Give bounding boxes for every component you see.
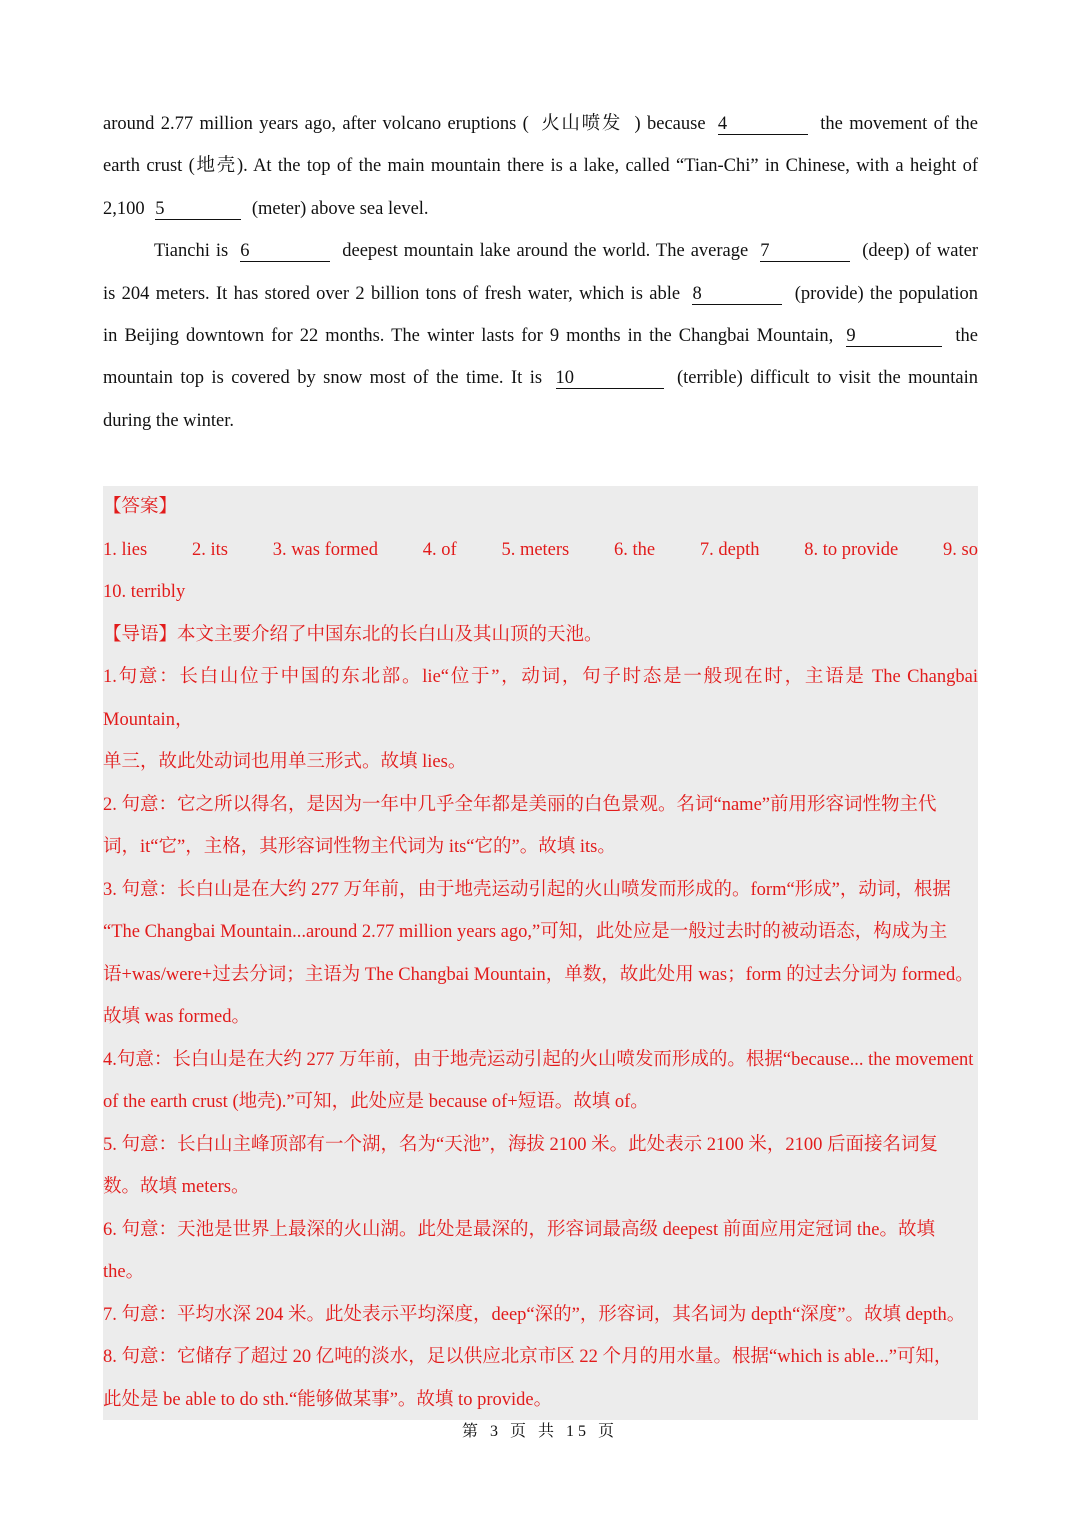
passage-line-2: earth crust (地壳). At the top of the main mountain there is a lake, called “Tian-Chi” in Chinese, with a height of [103, 156, 978, 177]
answer-item: 5. meters [501, 539, 570, 560]
explanation-line: 5. 句意：长白山主峰顶部有一个湖，名为“天池”，海拔 2100 米。此处表示 2100 米，2100 后面接名词复 [103, 1134, 939, 1155]
answer-item: 2. its [191, 539, 228, 560]
explanation-line: 单三，故此处动词也用单三形式。故填 lies。 [103, 752, 467, 772]
passage-line-3 [103, 188, 978, 230]
answer-list [103, 529, 978, 572]
passage-text: (provide) the population [794, 283, 978, 304]
blank-10[interactable]: 10 [556, 368, 664, 389]
explanation-line: 1.句意：长白山位于中国的东北部。lie“位于”，动词，句子时态是一般现在时，主语是 The Changbai Mountain， [103, 667, 978, 730]
explanation-line: “The Changbai Mountain...around 2.77 million years ago,”可知，此处应是一般过去时的被动语态，构成为主 [103, 922, 948, 942]
blank-8[interactable]: 8 [692, 284, 782, 305]
answer-item: 8. to provide [804, 539, 899, 560]
passage-text: (terrible) difficult to visit the mountain [677, 368, 978, 389]
passage-line-7 [103, 357, 978, 399]
explanation-line: 6. 句意：天池是世界上最深的火山湖。此处是最深的，形容词最高级 deepest 前面应用定冠词 the。故填 [103, 1219, 935, 1240]
explanation-line: 3. 句意：长白山是在大约 277 万年前，由于地壳运动引起的火山喷发而形成的。form“形成”，动词，根据 [103, 879, 951, 900]
passage-text: Tianchi is [154, 241, 229, 262]
answer-item: 3. was formed [272, 539, 379, 560]
passage-text: (deep) of water [862, 241, 978, 262]
answer-item: 7. depth [699, 539, 760, 560]
blank-4[interactable]: 4 [718, 114, 808, 135]
explanation-line: 7. 句意：平均水深 204 米。此处表示平均深度，deep“深的”，形容词，其名词为 depth“深度”。故填 depth。 [103, 1304, 966, 1325]
explanation-line: 【导语】本文主要介绍了中国东北的长白山及其山顶的天池。 [103, 624, 603, 645]
explanations [103, 614, 978, 1421]
passage-text: deepest mountain lake around the world. The average [342, 241, 749, 262]
passage-line-4 [103, 230, 978, 272]
answer-item: 1. lies [103, 539, 148, 560]
passage-text: the [955, 326, 979, 347]
explanation-line: 此处是 be able to do sth.“能够做某事”。故填 to provide。 [103, 1389, 553, 1410]
answer-item: 9. so [943, 539, 978, 560]
explanation-line: the。 [103, 1262, 145, 1282]
explanation-line: 语+was/were+过去分词；主语为 The Changbai Mountain，单数，故此处用 was；form 的过去分词为 formed。 [103, 964, 974, 985]
explanation-line: 词，it“它”，主格，其形容词性物主代词为 its“它的”。故填 its。 [103, 837, 616, 857]
answer-item: 6. the [614, 539, 656, 560]
passage-line-8: during the winter. [103, 410, 235, 431]
passage-text: ) because [634, 114, 706, 134]
passage-text: mountain top is covered by snow most of the time. It is [103, 368, 543, 389]
answer-item: 4. of [422, 539, 457, 560]
passage-text: 2,100 [103, 198, 145, 219]
answer-title: 【答案】 [103, 497, 178, 517]
passage-text: in Beijing downtown for 22 months. The winter lasts for 9 months in the Changbai Mountain, [103, 326, 834, 347]
blank-9[interactable]: 9 [846, 326, 942, 347]
answer-item: 10. terribly [103, 582, 186, 602]
explanation-line: of the earth crust (地壳).”可知，此处应是 because of+短语。故填 of。 [103, 1092, 649, 1112]
page-footer: 第 3 页 共 15 页 [461, 1423, 618, 1440]
blank-5[interactable]: 5 [155, 199, 241, 220]
passage-text: around 2.77 million years ago, after volcano eruptions ( [103, 114, 529, 134]
answer-section [103, 486, 978, 1420]
passage-line-6 [103, 315, 978, 357]
passage-line-1 [103, 103, 978, 145]
explanation-line: 2. 句意：它之所以得名，是因为一年中几乎全年都是美丽的白色景观。名词“name”前用形容词性物主代 [103, 794, 937, 815]
explanation-line: 故填 was formed。 [103, 1007, 250, 1027]
passage-line-5 [103, 273, 978, 315]
explanation-line: 4.句意：长白山是在大约 277 万年前，由于地壳运动引起的火山喷发而形成的。根据“because... the movement [103, 1049, 974, 1070]
passage-text: is 204 meters. It has stored over 2 billion tons of fresh water, which is able [103, 283, 681, 304]
passage [103, 103, 978, 442]
passage-text: (meter) above sea level. [251, 198, 429, 219]
passage-text: 火山喷发 [541, 114, 623, 134]
blank-6[interactable]: 6 [240, 241, 330, 262]
explanation-line: 数。故填 meters。 [103, 1177, 250, 1197]
blank-7[interactable]: 7 [760, 241, 850, 262]
passage-text: the movement of the [820, 114, 979, 134]
explanation-line: 8. 句意：它储存了超过 20 亿吨的淡水，足以供应北京市区 22 个月的用水量。根据“which is able...”可知， [103, 1347, 953, 1367]
